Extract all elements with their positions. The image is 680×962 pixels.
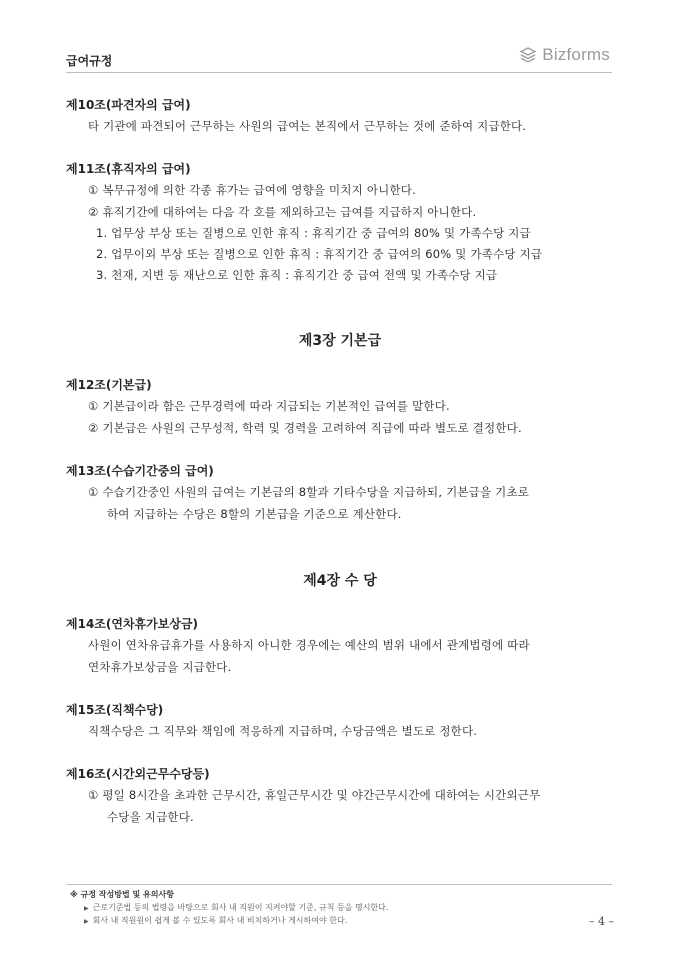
- footer-divider: [66, 884, 612, 885]
- footer-note-text: 회사 내 직원원이 쉽게 볼 수 있도록 회사 내 비치하거나 게시하여야 한다.: [92, 916, 348, 925]
- article-title: 제12조(기본급): [66, 378, 152, 392]
- bullet-triangle-icon: ▶: [84, 905, 89, 912]
- article-paragraph: ① 평일 8시간을 초과한 근무시간, 휴일근무시간 및 야간근무시간에 대하여는 시간외근무: [88, 788, 541, 802]
- article-paragraph: ② 휴직기간에 대하여는 다음 각 호를 제외하고는 급여를 지급하지 아니한다.: [88, 205, 477, 219]
- list-item: 1. 업무상 부상 또는 질병으로 인한 휴직 : 휴직기간 중 급여의 80% 및 가족수당 지급: [96, 226, 531, 240]
- article-title: 제11조(휴직자의 급여): [66, 162, 191, 176]
- chapter-title: 제4장 수 당: [303, 573, 377, 589]
- article-paragraph-continuation: 하여 지급하는 수당은 8할의 기본급을 기준으로 계산한다.: [107, 507, 402, 521]
- chapter-title: 제3장 기본급: [298, 333, 382, 349]
- article-text: 직책수당은 그 직무와 책임에 적응하게 지급하며, 수당금액은 별도로 정한다.: [88, 724, 478, 738]
- article-title: 제14조(연차휴가보상금): [66, 617, 198, 631]
- page-number: – 4 –: [589, 915, 614, 928]
- article-paragraph-continuation: 수당을 지급한다.: [107, 810, 194, 824]
- footer-note: [84, 915, 347, 926]
- article-title: 제13조(수습기간중의 급여): [66, 464, 214, 478]
- list-item: 3. 천재, 지변 등 재난으로 인한 휴직 : 휴직기간 중 급여 전액 및 가족수당 지급: [96, 268, 498, 282]
- document-title: 급여규정: [66, 54, 113, 68]
- article-paragraph: ① 기본급이라 함은 근무경력에 따라 지급되는 기본적인 급여를 말한다.: [88, 399, 450, 413]
- list-item: 2. 업무이외 부상 또는 질병으로 인한 휴직 : 휴직기간 중 급여의 60% 및 가족수당 지급: [96, 247, 543, 261]
- page-header: [66, 42, 612, 73]
- article-paragraph: ② 기본급은 사원의 근무성적, 학력 및 경력을 고려하여 직급에 따라 별도로 결정한다.: [88, 421, 522, 435]
- article-title: 제10조(파견자의 급여): [66, 98, 191, 112]
- article-text-continuation: 연차휴가보상금을 지급한다.: [88, 660, 232, 674]
- brand-name: Bizforms: [542, 45, 610, 64]
- brand-logo: [519, 45, 610, 65]
- footer-note-text: 근로기준법 등의 법령을 바탕으로 회사 내 직원이 지켜야할 기준, 규칙 등을 명시한다.: [92, 903, 389, 912]
- bullet-triangle-icon: ▶: [84, 918, 89, 925]
- article-title: 제16조(시간외근무수당등): [66, 767, 210, 781]
- article-paragraph: ① 수습기간중인 사원의 급여는 기본급의 8할과 기타수당을 지급하되, 기본급을 기초로: [88, 485, 530, 499]
- footer-title: ※ 규정 작성방법 및 유의사항: [70, 890, 174, 899]
- article-title: 제15조(직책수당): [66, 703, 164, 717]
- footer-note: [84, 902, 388, 913]
- article-text: 사원이 연차유급휴가를 사용하지 아니한 경우에는 예산의 범위 내에서 관계법령에 따라: [88, 638, 530, 652]
- article-text: 타 기관에 파견되어 근무하는 사원의 급여는 본직에서 근무하는 것에 준하여 지급한다.: [88, 119, 527, 133]
- article-paragraph: ① 복무규정에 의한 각종 휴가는 급여에 영향을 미치지 아니한다.: [88, 183, 416, 197]
- stack-icon: [519, 46, 537, 64]
